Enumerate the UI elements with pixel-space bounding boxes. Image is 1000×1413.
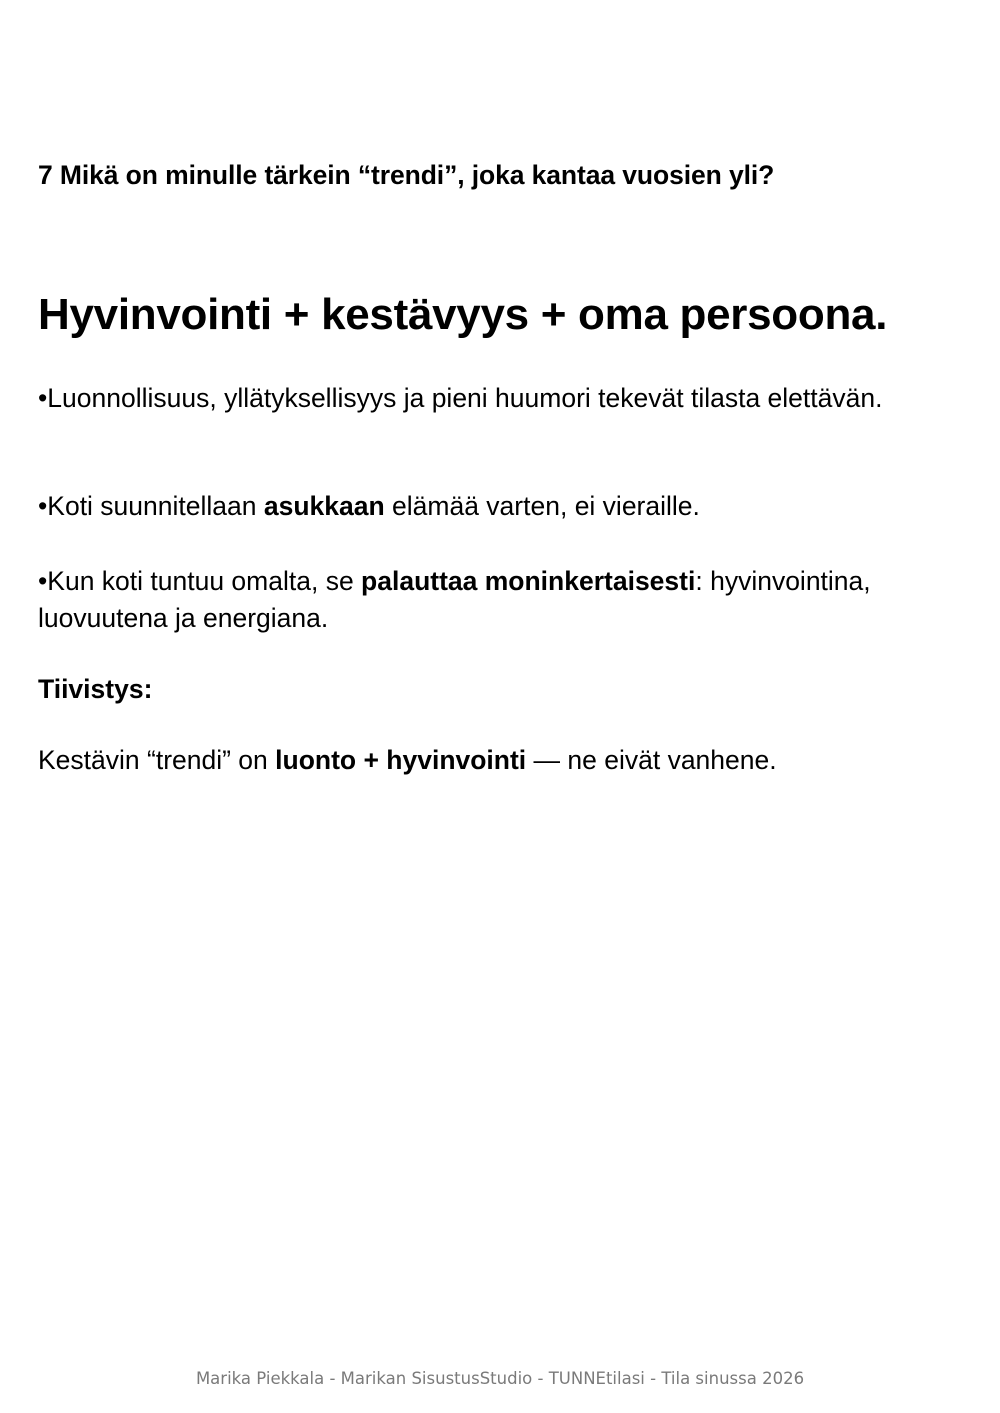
summary-text-before: Kestävin “trendi” on <box>38 745 276 775</box>
bullet-text-before: •Koti suunnitellaan <box>38 491 264 521</box>
bullet-resident <box>38 488 938 525</box>
summary-text-after: — ne eivät vanhene. <box>526 745 777 775</box>
page-footer: Marika Piekkala - Marikan SisustusStudio - TUNNEtilasi - Tila sinussa 2026 <box>195 1369 805 1388</box>
bullet-naturalness <box>38 380 938 417</box>
bullet-text-bold: palauttaa moninkertaisesti <box>361 566 696 596</box>
summary-text-bold: luonto + hyvinvointi <box>275 745 527 775</box>
headline: Hyvinvointi + kestävyys + oma persoona. <box>38 290 888 339</box>
bullet-text-after: elämää varten, ei vieraille. <box>384 491 700 521</box>
bullet-text-before: •Kun koti tuntuu omalta, se <box>38 566 362 596</box>
summary-text <box>38 742 938 779</box>
bullet-text: •Luonnollisuus, yllätyksellisyys ja pieni huumori tekevät tilasta elettävän. <box>38 383 883 413</box>
bullet-home-returns <box>38 563 938 637</box>
summary-label: Tiivistys: <box>38 674 153 704</box>
bullet-text-after: : hyvinvointina, luovuutena ja energiana. <box>38 566 871 633</box>
question-heading: 7 Mikä on minulle tärkein “trendi”, joka kantaa vuosien yli? <box>38 160 775 190</box>
bullet-text-bold: asukkaan <box>263 491 385 521</box>
